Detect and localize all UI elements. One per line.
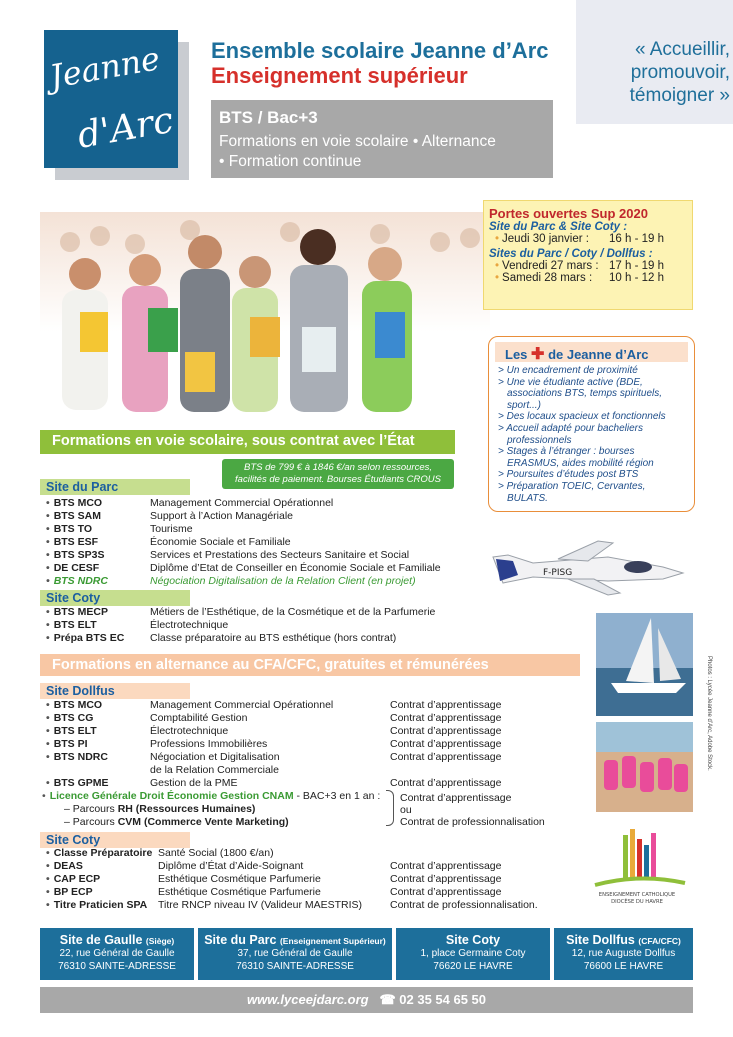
program-row: • BTS PI Professions Immobilières Contrat d’apprentissage <box>46 738 502 750</box>
bullet-icon: • <box>495 260 500 272</box>
svg-text:d'Arc: d'Arc <box>74 99 177 157</box>
bts-title: BTS / Bac+3 <box>219 108 318 127</box>
website-link[interactable]: www.lyceejdarc.org <box>246 992 369 1007</box>
bullet-icon: • <box>495 272 500 284</box>
licence-title: Licence Générale Droit Économie Gestion CNAM <box>49 790 294 802</box>
site-card: Site du Parc (Enseignement Supérieur) 37, rue Général de Gaulle 76310 SAINTE-ADRESSE <box>198 928 392 980</box>
program-row: • BTS ELT Électrotechnique <box>46 619 229 631</box>
svg-text:ENSEIGNEMENT CATHOLIQUE: ENSEIGNEMENT CATHOLIQUE <box>598 892 676 898</box>
coty-alt-programs <box>42 847 582 912</box>
phone-number[interactable]: 02 35 54 65 50 <box>399 992 487 1007</box>
open-days-site: Sites du Parc / Coty / Dollfus : <box>489 248 653 260</box>
photo-credit: Photos : Lycée Jeanne d’Arc, Adobe Stock. <box>706 656 712 771</box>
school-title: Ensemble scolaire Jeanne d’Arc <box>211 38 549 63</box>
program-row: • BTS SP3S Services et Prestations des Secteurs Sanitaire et Social <box>46 549 410 561</box>
program-row: • BTS SAM Support à l’Action Managériale <box>46 510 294 522</box>
program-row: • DE CESF Diplôme d’Etat de Conseiller en Économie Sociale et Familiale <box>46 562 441 574</box>
enseignement-catholique-logo <box>585 825 690 905</box>
quote-line: « Accueillir, <box>634 39 730 60</box>
svg-text:F-PISG: F-PISG <box>543 568 573 578</box>
advantage-item: > Des locaux spacieux et fonctionnels <box>498 411 666 423</box>
sailing-photo <box>596 613 693 716</box>
site-coty-label: Site Coty <box>40 590 190 606</box>
jeanne-darc-logo <box>44 30 178 168</box>
program-row: • BTS NDRC Négociation et Digitalisation Contrat d’apprentissage <box>46 751 502 763</box>
parcours-cvm: – Parcours CVM (Commerce Vente Marketing) <box>64 816 289 828</box>
airplane-image <box>488 537 688 599</box>
program-row: • BTS MCO Management Commercial Opérationnel Contrat d’apprentissage <box>46 699 502 711</box>
program-row: • DEAS Diplôme d’État d’Aide-Soignant Contrat d’apprentissage <box>46 860 502 872</box>
program-row: • Prépa BTS EC Classe préparatoire au BTS esthétique (hors contrat) <box>46 632 397 644</box>
advantage-item: > Stages à l’étranger : bourses ERASMUS, aides mobilité région <box>498 446 654 469</box>
bts-subtitle: • Formation continue <box>219 153 362 170</box>
program-row: • BP ECP Esthétique Cosmétique Parfumerie Contrat d’apprentissage <box>46 886 502 898</box>
quote-line: promouvoir, <box>630 62 730 83</box>
phone-icon: ☎ <box>379 992 396 1007</box>
advantage-item: > Accueil adapté pour bacheliers professionnels <box>498 422 643 446</box>
advantage-item: > Poursuites d’études post BTS <box>498 469 639 481</box>
plus-icon: ✚ <box>531 346 545 363</box>
team-photo <box>596 722 693 812</box>
open-day-row: • Samedi 28 mars : 10 h - 12 h <box>495 272 664 284</box>
students-photo <box>40 212 490 412</box>
program-row: • BTS MECP Métiers de l’Esthétique, de la Cosmétique et de la Parfumerie <box>46 606 436 618</box>
advantages-title: Les ✚ de Jeanne d’Arc <box>495 342 688 362</box>
open-day-row: • Vendredi 27 mars : 17 h - 19 h <box>495 260 664 272</box>
site-dollfus-label: Site Dollfus <box>40 683 190 699</box>
program-row: • BTS MCO Management Commercial Opérationnel <box>46 497 334 509</box>
licence-block: • Licence Générale Droit Économie Gestion CNAM - BAC+3 en 1 an : – Parcours RH (Ressources Humaines) – Parcours CVM (Commerce Vente Marketing) <box>42 790 402 829</box>
contact-bar <box>40 987 693 1013</box>
advantages-box <box>488 336 695 512</box>
open-days-title: Portes ouvertes Sup 2020 <box>489 206 648 221</box>
svg-text:Jeanne: Jeanne <box>46 39 163 96</box>
motto-quote <box>580 38 730 107</box>
open-day-row: • Jeudi 30 janvier : 16 h - 19 h <box>495 233 664 245</box>
scolaire-heading: Formations en voie scolaire, sous contrat avec l’État <box>40 430 455 454</box>
advantage-item: > Un encadrement de proximité <box>498 365 638 376</box>
site-card: Site Dollfus (CFA/CFC) 12, rue Auguste Dollfus 76600 LE HAVRE <box>554 928 693 980</box>
program-row: • BTS TO Tourisme <box>46 523 193 535</box>
parc-programs <box>42 497 542 588</box>
program-row: • Titre Praticien SPA Titre RNCP niveau IV (Valideur MAESTRIS) Contrat de professionnalisation. <box>46 899 538 911</box>
quote-line: témoigner » <box>629 85 730 106</box>
site-card: Site Coty 1, place Germaine Coty 76620 LE HAVRE <box>396 928 550 980</box>
alternance-heading: Formations en alternance au CFA/CFC, gratuites et rémunérées <box>40 654 580 676</box>
program-row: • Classe Préparatoire Santé Social (1800 €/an) <box>46 847 274 859</box>
licence-contracts: Contrat d’apprentissage ou Contrat de professionnalisation <box>400 792 545 828</box>
program-row: • BTS CG Comptabilité Gestion Contrat d’apprentissage <box>46 712 502 724</box>
program-row: de la Relation Commerciale <box>150 764 279 776</box>
bts-subtitle: Formations en voie scolaire • Alternance <box>219 133 496 150</box>
dollfus-programs <box>42 699 582 790</box>
program-row: • BTS ELT Électrotechnique Contrat d’apprentissage <box>46 725 502 737</box>
svg-text:DIOCÈSE DU HAVRE: DIOCÈSE DU HAVRE <box>611 899 663 905</box>
parcours-rh: – Parcours RH (Ressources Humaines) <box>64 803 256 815</box>
site-coty-alt-label: Site Coty <box>40 832 190 848</box>
advantage-item: > Préparation TOEIC, Cervantes, BULATS. <box>498 480 646 504</box>
program-row: • BTS ESF Économie Sociale et Familiale <box>46 536 291 548</box>
advantage-item: > Une vie étudiante active (BDE, associations BTS, temps spirituels, sport...) <box>498 376 663 411</box>
open-days-site: Site du Parc & Site Coty : <box>489 221 628 233</box>
brace <box>386 790 394 826</box>
school-subtitle: Enseignement supérieur <box>211 63 468 88</box>
program-row: • CAP ECP Esthétique Cosmétique Parfumerie Contrat d’apprentissage <box>46 873 502 885</box>
site-parc-label: Site du Parc <box>40 479 190 495</box>
coty-programs <box>42 606 542 645</box>
program-row: • BTS NDRC Négociation Digitalisation de la Relation Client (en projet) <box>46 575 416 587</box>
program-row: • BTS GPME Gestion de la PME Contrat d’apprentissage <box>46 777 502 789</box>
bullet-icon: • <box>495 233 500 245</box>
site-card: Site de Gaulle (Siège) 22, rue Général de Gaulle 76310 SAINTE-ADRESSE <box>40 928 194 980</box>
open-days-box <box>483 200 693 310</box>
price-badge: BTS de 799 € à 1846 €/an selon ressources, facilités de paiement. Bourses Étudiants CROUS <box>222 459 454 489</box>
